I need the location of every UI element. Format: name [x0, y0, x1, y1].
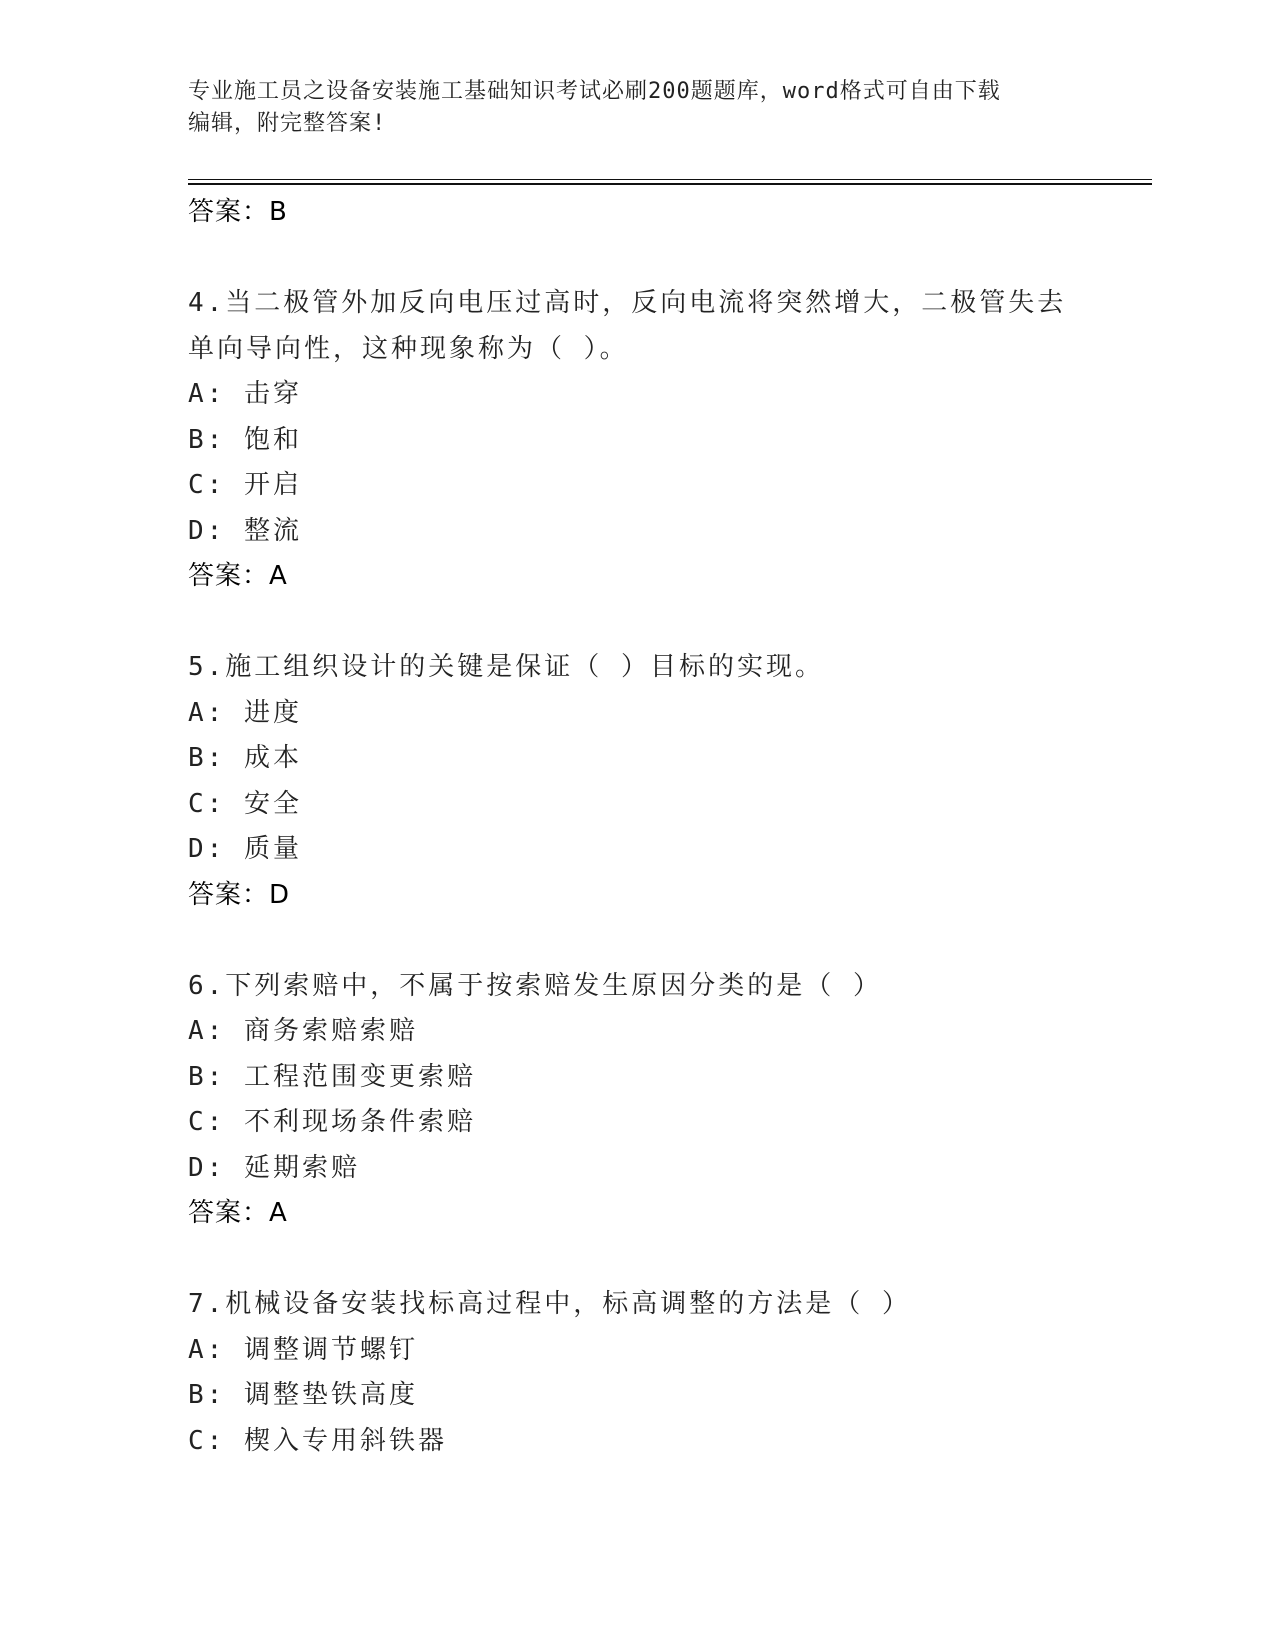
question-5-stem: 5.施工组织设计的关键是保证（ ）目标的实现。	[188, 652, 824, 682]
question-4-option-d: D: 整流	[188, 515, 302, 546]
question-4-option-c: C: 开启	[188, 470, 302, 500]
question-5-answer: 答案：D	[188, 879, 291, 910]
header-title-line-1: 专业施工员之设备安装施工基础知识考试必刷200题题库，word格式可自由下载	[188, 79, 1001, 104]
question-4	[188, 281, 1088, 600]
header-rule-thin	[188, 179, 1152, 180]
question-4-stem-line-1: 4.当二极管外加反向电压过高时，反向电流将突然增大，二极管失去	[188, 288, 1067, 318]
spacer	[188, 918, 1088, 964]
question-list	[188, 190, 1088, 1464]
document-header	[188, 76, 1088, 140]
question-6-option-d: D: 延期索赔	[188, 1152, 360, 1183]
question-7	[188, 1282, 1088, 1464]
spacer	[188, 236, 1088, 282]
header-title-line-2: 编辑，附完整答案!	[188, 111, 387, 136]
question-5	[188, 645, 1088, 918]
question-7-option-a: A: 调整调节螺钉	[188, 1334, 418, 1365]
question-5-option-a: A: 进度	[188, 697, 302, 728]
question-6-option-c: C: 不利现场条件索赔	[188, 1107, 476, 1137]
header-rule-thick	[188, 183, 1152, 185]
question-4-answer: 答案：A	[188, 561, 288, 591]
question-6-answer: 答案：A	[188, 1198, 288, 1228]
question-6	[188, 964, 1088, 1237]
spacer	[188, 1237, 1088, 1283]
question-5-option-c: C: 安全	[188, 788, 302, 819]
question-4-option-b: B: 饱和	[188, 424, 302, 455]
question-7-option-b: B: 调整垫铁高度	[188, 1380, 418, 1410]
question-5-option-d: D: 质量	[188, 834, 302, 864]
question-7-stem: 7.机械设备安装找标高过程中，标高调整的方法是（ ）	[188, 1289, 911, 1319]
question-7-option-c: C: 楔入专用斜铁器	[188, 1425, 447, 1456]
spacer	[188, 600, 1088, 646]
question-6-option-b: B: 工程范围变更索赔	[188, 1061, 476, 1092]
question-4-option-a: A: 击穿	[188, 379, 302, 409]
question-5-option-b: B: 成本	[188, 743, 302, 773]
question-6-stem: 6.下列索赔中，不属于按索赔发生原因分类的是（ ）	[188, 970, 882, 1001]
question-6-option-a: A: 商务索赔索赔	[188, 1016, 418, 1046]
question-4-stem-line-2: 单向导向性，这种现象称为（ ）。	[188, 333, 629, 364]
answer-previous-question: 答案：B	[188, 197, 288, 227]
